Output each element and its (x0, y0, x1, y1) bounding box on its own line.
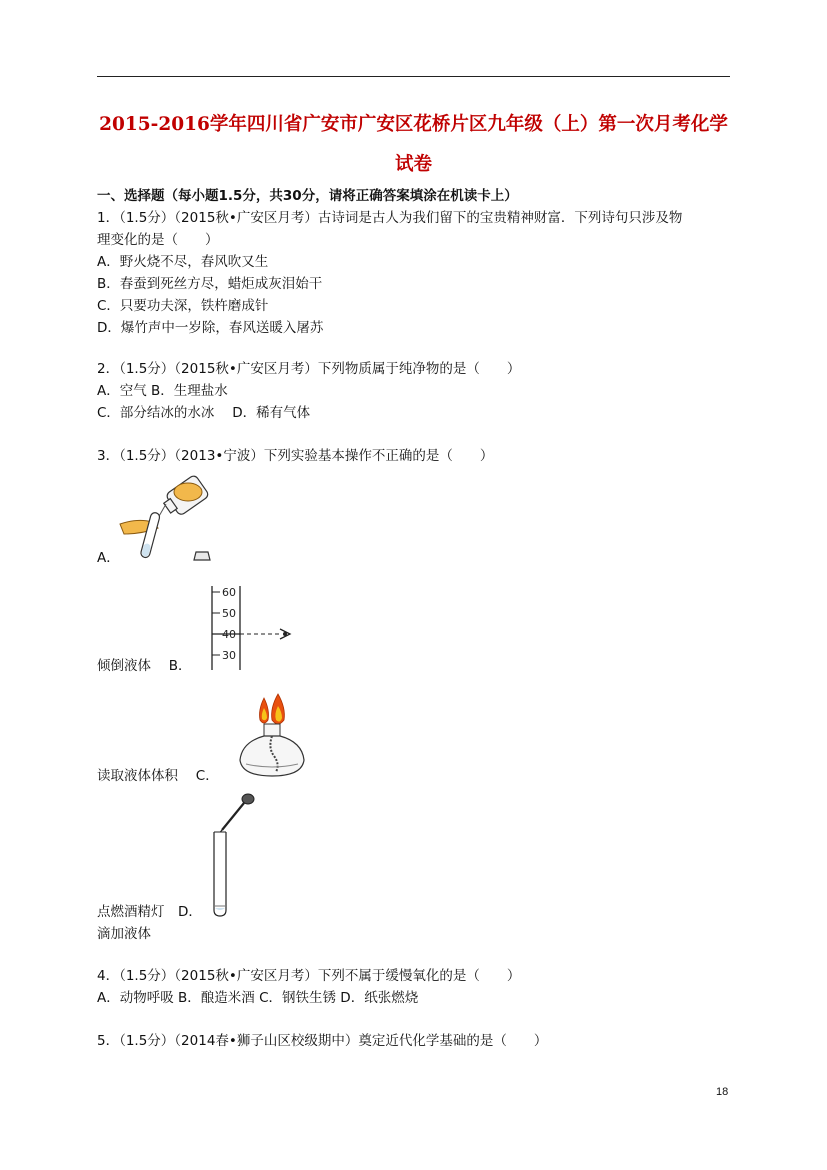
q5-stem: 5．（1.5分）（2014春•狮子山区校级期中）奠定近代化学基础的是（ ） (97, 1033, 548, 1049)
page-number: 18 (716, 1086, 729, 1098)
tick-label-50: 50 (222, 607, 236, 620)
q4-options: A．动物呼吸 B．酿造米酒 C．钢铁生锈 D．纸张燃烧 (97, 990, 419, 1006)
section-heading: 一、选择题（每小题1.5分，共30分，请将正确答案填涂在机读卡上） (97, 188, 518, 204)
q3-label-a: A． (97, 550, 120, 566)
q1-option-c: C．只要功夫深，铁杵磨成针 (97, 298, 269, 314)
tick-label-40: 40 (222, 628, 236, 641)
q3-caption-c-label-d: 点燃酒精灯 D． (97, 904, 202, 920)
document-title-line1: 2015-2016学年四川省广安市广安区花桥片区九年级（上）第一次月考化学 (99, 114, 728, 135)
q1-option-b: B．春蚕到死丝方尽，蜡炬成灰泪始干 (97, 276, 323, 292)
q3-stem: 3．（1.5分）（2013•宁波）下列实验基本操作不正确的是（ ） (97, 448, 494, 464)
pouring-liquid-figure (118, 474, 218, 566)
tick-label-60: 60 (222, 586, 236, 599)
dropper-test-tube-figure (204, 792, 264, 922)
q1-option-d: D．爆竹声中一岁除，春风送暖入屠苏 (97, 320, 324, 336)
q3-caption-b-label-c: 读取液体体积 C． (97, 768, 219, 784)
document-title-line2: 试卷 (394, 154, 432, 175)
q1-stem-line2: 理变化的是（ ） (97, 232, 219, 248)
q2-options-row1: A．空气 B．生理盐水 (97, 383, 228, 399)
q2-stem: 2．（1.5分）（2015秋•广安区月考）下列物质属于纯净物的是（ ） (97, 361, 521, 377)
graduated-cylinder-figure (206, 582, 298, 672)
q1-stem-line1: 1．（1.5分）（2015秋•广安区月考）古诗词是古人为我们留下的宝贵精神财富．下列诗句只涉及物 (97, 210, 683, 226)
q3-caption-a-label-b: 倾倒液体 B． (97, 658, 192, 674)
q4-stem: 4．（1.5分）（2015秋•广安区月考）下列不属于缓慢氧化的是（ ） (97, 968, 521, 984)
alcohol-lamp-figure (234, 690, 310, 782)
header-rule (97, 76, 730, 77)
q1-option-a: A．野火烧不尽，春风吹又生 (97, 254, 269, 270)
q3-caption-d: 滴加液体 (97, 926, 151, 942)
tick-label-30: 30 (222, 649, 236, 662)
q2-options-row2: C．部分结冰的水冰 D．稀有气体 (97, 405, 311, 421)
